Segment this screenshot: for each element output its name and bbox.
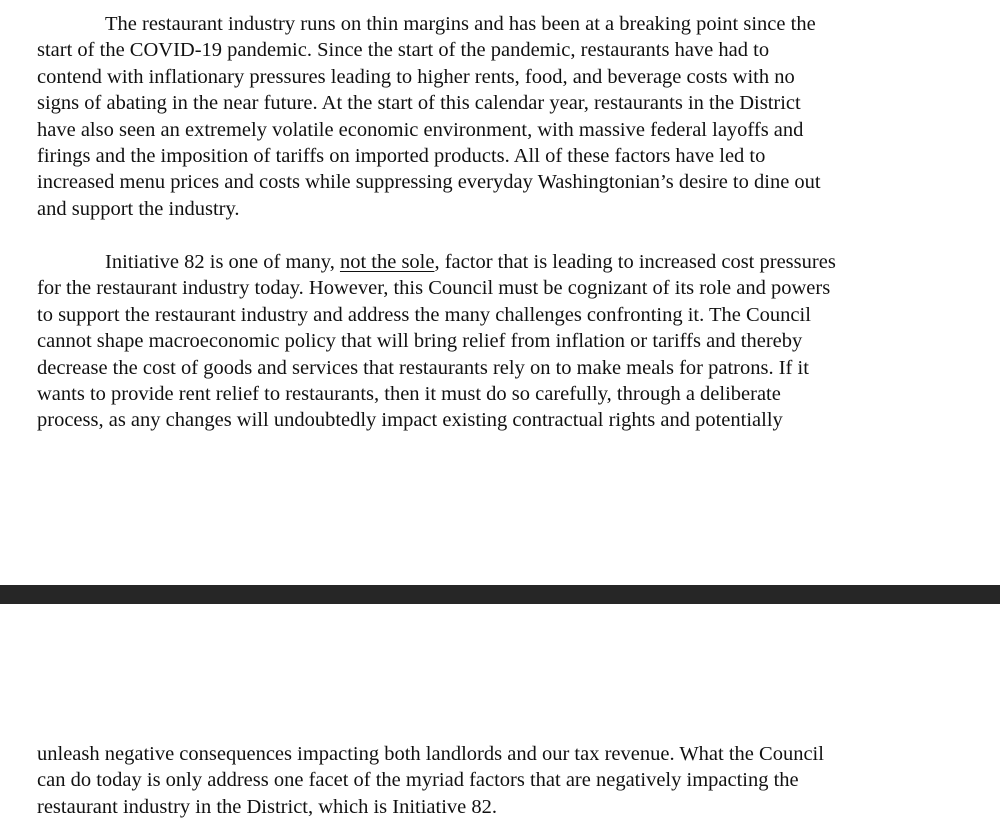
- page-separator: [0, 585, 1000, 604]
- text-line: The restaurant industry runs on thin margins and has been at a breaking point since the: [105, 13, 816, 35]
- text-line: have also seen an extremely volatile economic environment, with massive federal layoffs and: [37, 118, 804, 141]
- text-run: Initiative 82 is one of many,: [105, 251, 340, 273]
- text-line: decrease the cost of goods and services that restaurants rely on to make meals for patrons. If it: [37, 356, 809, 379]
- underlined-emphasis: not the sole: [339, 251, 435, 273]
- paragraph-restaurant-margins: [37, 11, 967, 222]
- text-line: increased menu prices and costs while suppressing everyday Washingtonian’s desire to dine out: [37, 171, 821, 194]
- text-line: wants to provide rent relief to restaurants, then it must do so carefully, through a deliberate: [37, 383, 781, 406]
- text-line: to support the restaurant industry and address the many challenges confronting it. The Council: [37, 303, 811, 326]
- text-line: can do today is only address one facet of the myriad factors that are negatively impacting the: [37, 769, 799, 792]
- text-line: signs of abating in the near future. At the start of this calendar year, restaurants in the District: [37, 92, 801, 115]
- text-run: , factor that is leading to increased cost pressures: [434, 251, 836, 273]
- text-line: unleash negative consequences impacting both landlords and our tax revenue. What the Council: [37, 743, 824, 765]
- text-line: start of the COVID-19 pandemic. Since the start of the pandemic, restaurants have had to: [37, 39, 770, 62]
- text-line: and support the industry.: [37, 197, 240, 220]
- text-line: firings and the imposition of tariffs on imported products. All of these factors have led to: [37, 145, 766, 168]
- text-line: contend with inflationary pressures leading to higher rents, food, and beverage costs with no: [37, 65, 795, 88]
- text-line: cannot shape macroeconomic policy that will bring relief from inflation or tariffs and thereby: [37, 330, 803, 353]
- text-line: restaurant industry in the District, which is Initiative 82.: [37, 795, 498, 818]
- text-line: [37, 249, 967, 275]
- paragraph-continuation: [37, 741, 967, 820]
- text-line: for the restaurant industry today. However, this Council must be cognizant of its role and powers: [37, 277, 831, 300]
- paragraph-initiative-82: [37, 249, 967, 434]
- text-line: process, as any changes will undoubtedly impact existing contractual rights and potentially: [37, 409, 783, 432]
